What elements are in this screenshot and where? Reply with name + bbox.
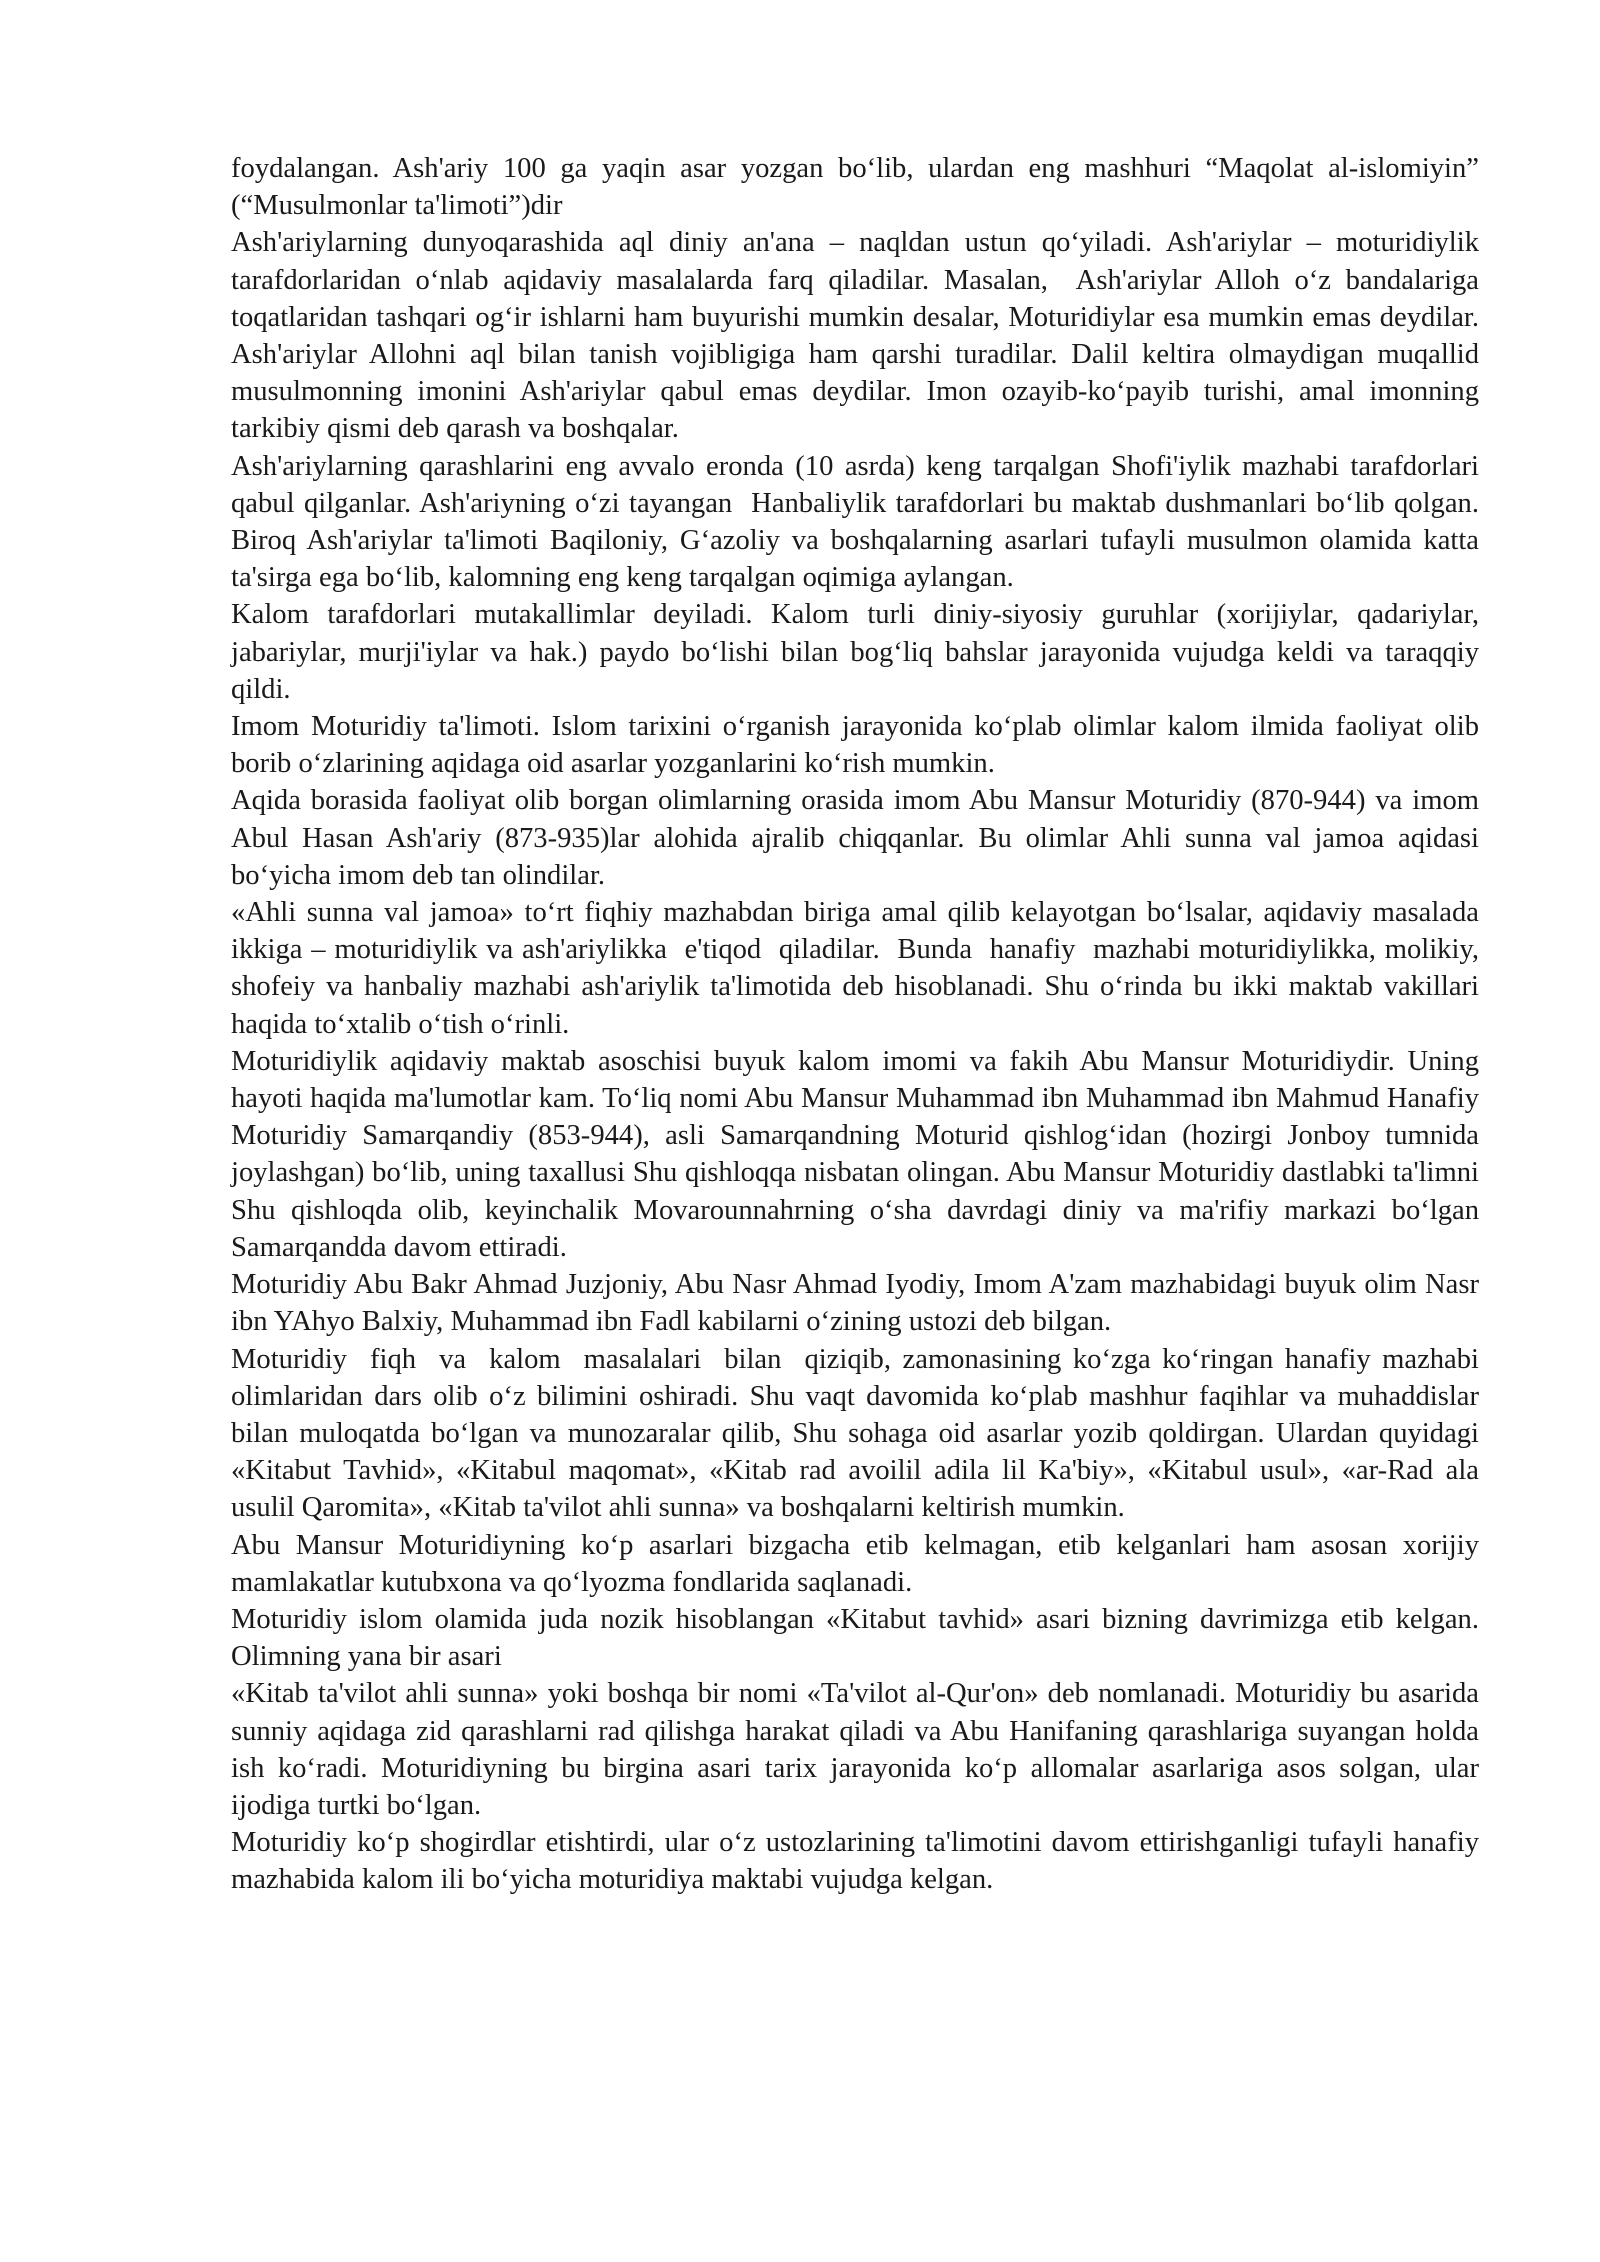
paragraph-8: Moturidiylik aqidaviy maktab asoschisi buyuk kalom imomi va fakih Abu Mansur Moturidiydir. Uning hayoti haqida ma'lumotlar kam. To‘liq nomi Abu Mansur Muhammad ibn Muhammad ibn Mahmud Hanafiy Moturidiy Samarqandiy (853-944), asli Samarqandning Moturid qishlog‘idan (hozirgi Jonboy tumnida joylashgan) bo‘lib, uning taxallusi Shu qishloqqa nisbatan olingan. Abu Mansur Moturidiy dastlabki ta'limni Shu qishloqda olib, keyinchalik Movarounnahrning o‘sha davrdagi diniy va ma'rifiy markazi bo‘lgan Samarqandda davom ettiradi. xyxy=(231,1045,1487,1263)
paragraph-5: Imom Moturidiy ta'limoti. Islom tarixini o‘rganish jarayonida ko‘plab olimlar kalom ilmida faoliyat olib borib o‘zlarining aqidaga oid asarlar yozganlarini ko‘rish mumkin. xyxy=(231,711,1487,780)
document-page xyxy=(231,150,1487,1899)
paragraph-7: «Ahli sunna val jamoa» to‘rt fiqhiy mazhabdan biriga amal qilib kelayotgan bo‘lsalar, aqidaviy masalada ikkiga – moturidiylik va ash'ariylikka e'tiqod qiladilar. Bunda hanafiy mazhabi moturidiylikka, molikiy, shofeiy va hanbaliy mazhabi ash'ariylik ta'limotida deb hisoblanadi. Shu o‘rinda bu ikki maktab vakillari haqida to‘xtalib o‘tish o‘rinli. xyxy=(231,897,1487,1040)
paragraph-6: Aqida borasida faoliyat olib borgan olimlarning orasida imom Abu Mansur Moturidiy (870-944) va imom Abul Hasan Ash'ariy (873-935)lar alohida ajralib chiqqanlar. Bu olimlar Ahli sunna val jamoa aqidasi bo‘yicha imom deb tan olindilar. xyxy=(231,785,1487,891)
paragraph-13: «Kitab ta'vilot ahli sunna» yoki boshqa bir nomi «Ta'vilot al-Qur'on» deb nomlanadi. Moturidiy bu asarida sunniy aqidaga zid qarashlarni rad qilishga harakat qiladi va Abu Hanifaning qarashlariga suyangan holda ish ko‘radi. Moturidiyning bu birgina asari tarix jarayonida ko‘p allomalar asarlariga asos solgan, ular ijodiga turtki bo‘lgan. xyxy=(231,1678,1487,1821)
paragraph-14: Moturidiy ko‘p shogirdlar etishtirdi, ular o‘z ustozlarining ta'limotini davom ettirishganligi tufayli hanafiy mazhabida kalom ili bo‘yicha moturidiya maktabi vujudga kelgan. xyxy=(231,1827,1487,1896)
paragraph-11: Abu Mansur Moturidiyning ko‘p asarlari bizgacha etib kelmagan, etib kelganlari ham asosan xorijiy mamlakatlar kutubxona va qo‘lyozma fondlarida saqlanadi. xyxy=(231,1529,1487,1598)
paragraph-4: Kalom tarafdorlari mutakallimlar deyiladi. Kalom turli diniy-siyosiy guruhlar (xorijiylar, qadariylar, jabariylar, murji'iylar va hak.) paydo bo‘lishi bilan bog‘liq bahslar jarayonida vujudga keldi va taraqqiy qildi. xyxy=(231,599,1487,705)
paragraph-12: Moturidiy islom olamida juda nozik hisoblangan «Kitabut tavhid» asari bizning davrimizga etib kelgan. Olimning yana bir asari xyxy=(231,1603,1487,1673)
paragraph-1: foydalangan. Ash'ariy 100 ga yaqin asar yozgan bo‘lib, ulardan eng mashhuri “Maqolat al-islomiyin” (“Musulmonlar ta'limoti”)dir xyxy=(231,153,1487,222)
paragraph-3: Ash'ariylarning qarashlarini eng avvalo eronda (10 asrda) keng tarqalgan Shofi'iylik mazhabi tarafdorlari qabul qilganlar. Ash'ariyning o‘zi tayangan Hanbaliylik tarafdorlari bu maktab dushmanlari bo‘lib qolgan. Biroq Ash'ariylar ta'limoti Baqiloniy, G‘azoliy va boshqalarning asarlari tufayli musulmon olamida katta ta'sirga ega bo‘lib, kalomning eng keng tarqalgan oqimiga aylangan. xyxy=(231,450,1487,594)
paragraph-10: Moturidiy fiqh va kalom masalalari bilan qiziqib, zamonasining ko‘zga ko‘ringan hanafiy mazhabi olimlaridan dars olib o‘z bilimini oshiradi. Shu vaqt davomida ko‘plab mashhur faqihlar va muhaddislar bilan muloqatda bo‘lgan va munozaralar qilib, Shu sohaga oid asarlar yozib qoldirgan. Ulardan quyidagi «Kitabut Tavhid», «Kitabul maqomat», «Kitab rad avoilil adila lil Ka'biy», «Kitabul usul», «ar-Rad ala usulil Qaromita», «Kitab ta'vilot ahli sunna» va boshqalarni keltirish mumkin. xyxy=(231,1343,1487,1524)
paragraph-2: Ash'ariylarning dunyoqarashida aql diniy an'ana – naqldan ustun qo‘yiladi. Ash'ariylar – moturidiylik tarafdorlaridan o‘nlab aqidaviy masalalarda farq qiladilar. Masalan, Ash'ariylar Alloh o‘z bandalariga toqatlaridan tashqari og‘ir ishlarni ham buyurishi mumkin desalar, Moturidiylar esa mumkin emas deydilar. Ash'ariylar Allohni aql bilan tanish vojibligiga ham qarshi turadilar. Dalil keltira olmaydigan muqallid musulmonning imonini Ash'ariylar qabul emas deydilar. Imon ozayib-ko‘payib turishi, amal imonning tarkibiy qismi deb qarash va boshqalar. xyxy=(231,227,1487,445)
paragraph-9: Moturidiy Abu Bakr Ahmad Juzjoniy, Abu Nasr Ahmad Iyodiy, Imom A'zam mazhabidagi buyuk olim Nasr ibn YAhyo Balxiy, Muhammad ibn Fadl kabilarni o‘zining ustozi deb bilgan. xyxy=(231,1269,1487,1338)
